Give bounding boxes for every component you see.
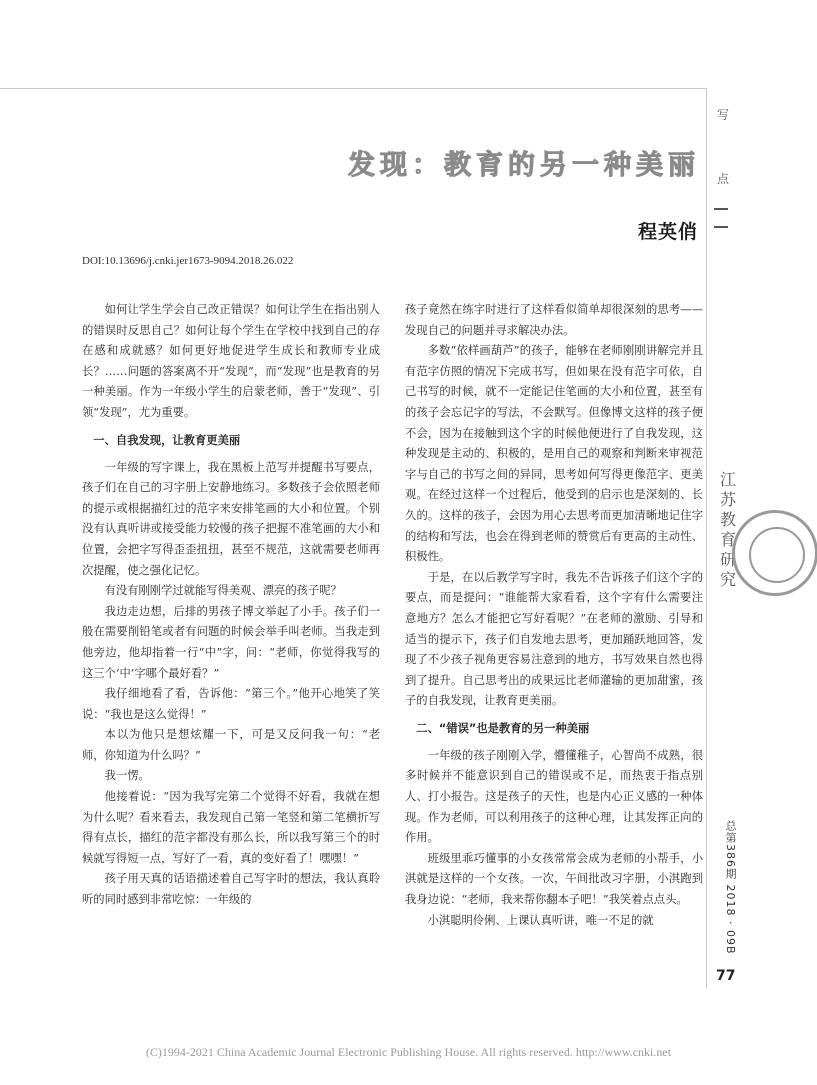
left-column — [82, 300, 380, 911]
paragraph: 于是，在以后教学写字时，我先不告诉孩子们这个字的要点，而是提问：“谁能帮大家看看，这个字有什么需要注意地方？怎么才能把它写好看呢？”在老师的激励、引导和适当的提示下，孩子们自发地去思考，更加踊跃地回答，发现了不少孩子视角更容易注意到的地方，书写效果自然也得到了提升。自己思考出的成果远比老师灌输的更加甜蜜，孩子的自我发现，让教育更美丽。 — [405, 570, 703, 708]
journal-seal-logo — [732, 510, 817, 596]
issue-info: 总第386期 2018 · 09B — [724, 820, 737, 955]
paragraph: 我仔细地看了看，告诉他：“第三个。”他开心地笑了笑说：“我也是这么觉得！” — [82, 687, 380, 721]
section-heading: 二、“错误”也是教育的另一种美丽 — [416, 721, 590, 735]
article-title: 发现：教育的另一种美丽 — [348, 150, 700, 181]
section-bracket-icon — [714, 208, 728, 228]
sidebar-rule — [706, 88, 707, 988]
paragraph: 本以为他只是想炫耀一下，可是又反问我一句：“老师，你知道为什么吗？” — [82, 728, 380, 762]
paragraph: 有没有刚刚学过就能写得美观、漂亮的孩子呢？ — [104, 584, 342, 598]
doi: DOI:10.13696/j.cnki.jer1673-9094.2018.26.022 — [82, 255, 294, 267]
paragraph: 多数“依样画葫芦”的孩子，能够在老师刚刚讲解完并且有范字仿照的情况下完成书写，但如果在没有范字可依，自己书写的时候，就不一定能记住笔画的大小和位置，甚至有的孩子会忘记字的写法，不会默写。但像博文这样的孩子便不会，因为在接触到这个字的时候他便进行了自我发现，这种发现是主动的、积极的，是用自己的观察和判断来审视范字与自己的书写之间的异同，思考如何写得更像范字、更美观。在经过这样一个过程后，他受到的启示也是深刻的、长久的。这样的孩子，会因为用心去思考而更加清晰地记住字的结构和写法，也会在得到老师的赞赏后有更高的主动性、积极性。 — [405, 344, 703, 564]
section-char-1: 写 — [717, 108, 730, 122]
paragraph: 如何让学生学会自己改正错误？如何让学生在指出别人的错误时反思自己？如何让每个学生在学校中找到自己的存在感和成就感？如何更好地促进学生成长和教师专业成长？……问题的答案离不开“发现”，而“发现”也是教育的另一种美丽。作为一年级小学生的启蒙老师，善于“发现”、引领“发现”，尤为重要。 — [82, 303, 380, 419]
paragraph: 我边走边想，后排的男孩子博文举起了小手。孩子们一般在需要削铅笔或者有问题的时候会举手叫老师。当我走到他旁边，他却指着一行“中”字，问：“老师，你觉得我写的这三个‘中’字哪个最好看？” — [82, 604, 380, 680]
copyright-footer: (C)1994-2021 China Academic Journal Electronic Publishing House. All rights reserved. http://www.cnki.net — [145, 1045, 672, 1059]
paragraph: 班级里乖巧懂事的小女孩常常会成为老师的小帮手，小淇就是这样的一个女孩。一次，午间批改习字册，小淇跑到我身边说：“老师，我来帮你翻本子吧！”我笑着点点头。 — [405, 851, 703, 907]
author-name: 程英俏 — [637, 221, 698, 243]
section-char-2: 点 — [717, 172, 730, 186]
header-rule — [0, 88, 706, 89]
paragraph: 小淇聪明伶俐、上课认真听讲，唯一不足的就 — [427, 913, 654, 927]
right-column — [405, 300, 703, 931]
journal-name: 江苏教育研究 — [719, 470, 736, 589]
paragraph: 一年级的写字课上，我在黑板上范写并提醒书写要点，孩子们在自己的习字册上安静地练习。多数孩子会依照老师的提示或根据描红过的范字来安排笔画的大小和位置。个别没有认真听讲或接受能力较慢的孩子把握不准笔画的大小和位置，会把字写得歪歪扭扭，甚至不规范，这就需要老师再次提醒，使之强化记忆。 — [82, 460, 380, 577]
paragraph: 我一愣。 — [104, 769, 150, 783]
section-heading: 一、自我发现，让教育更美丽 — [93, 433, 241, 447]
paragraph: 孩子竟然在练字时进行了这样看似简单却很深刻的思考——发现自己的问题并寻求解决办法。 — [405, 303, 703, 337]
page-number: 77 — [716, 968, 736, 984]
paragraph: 他接着说：“因为我写完第二个觉得不好看，我就在想为什么呢？看来看去，我发现自己第一笔竖和第二笔横折写得有点长，描红的范字都没有那么长，所以我写第三个的时候就写得短一点，写好了一看，真的变好看了！嘿嘿！” — [82, 790, 380, 865]
paragraph: 孩子用天真的话语描述着自己写字时的想法，我认真聆听的同时感到非常吃惊：一年级的 — [82, 872, 380, 907]
paragraph: 一年级的孩子刚刚入学，懵懂稚子，心智尚不成熟，很多时候并不能意识到自己的错误或不足，而热衷于指点别人、打小报告。这是孩子的天性，也是内心正义感的一种体现。作为老师，可以利用孩子的这种心理，让其发挥正向的作用。 — [405, 748, 703, 845]
